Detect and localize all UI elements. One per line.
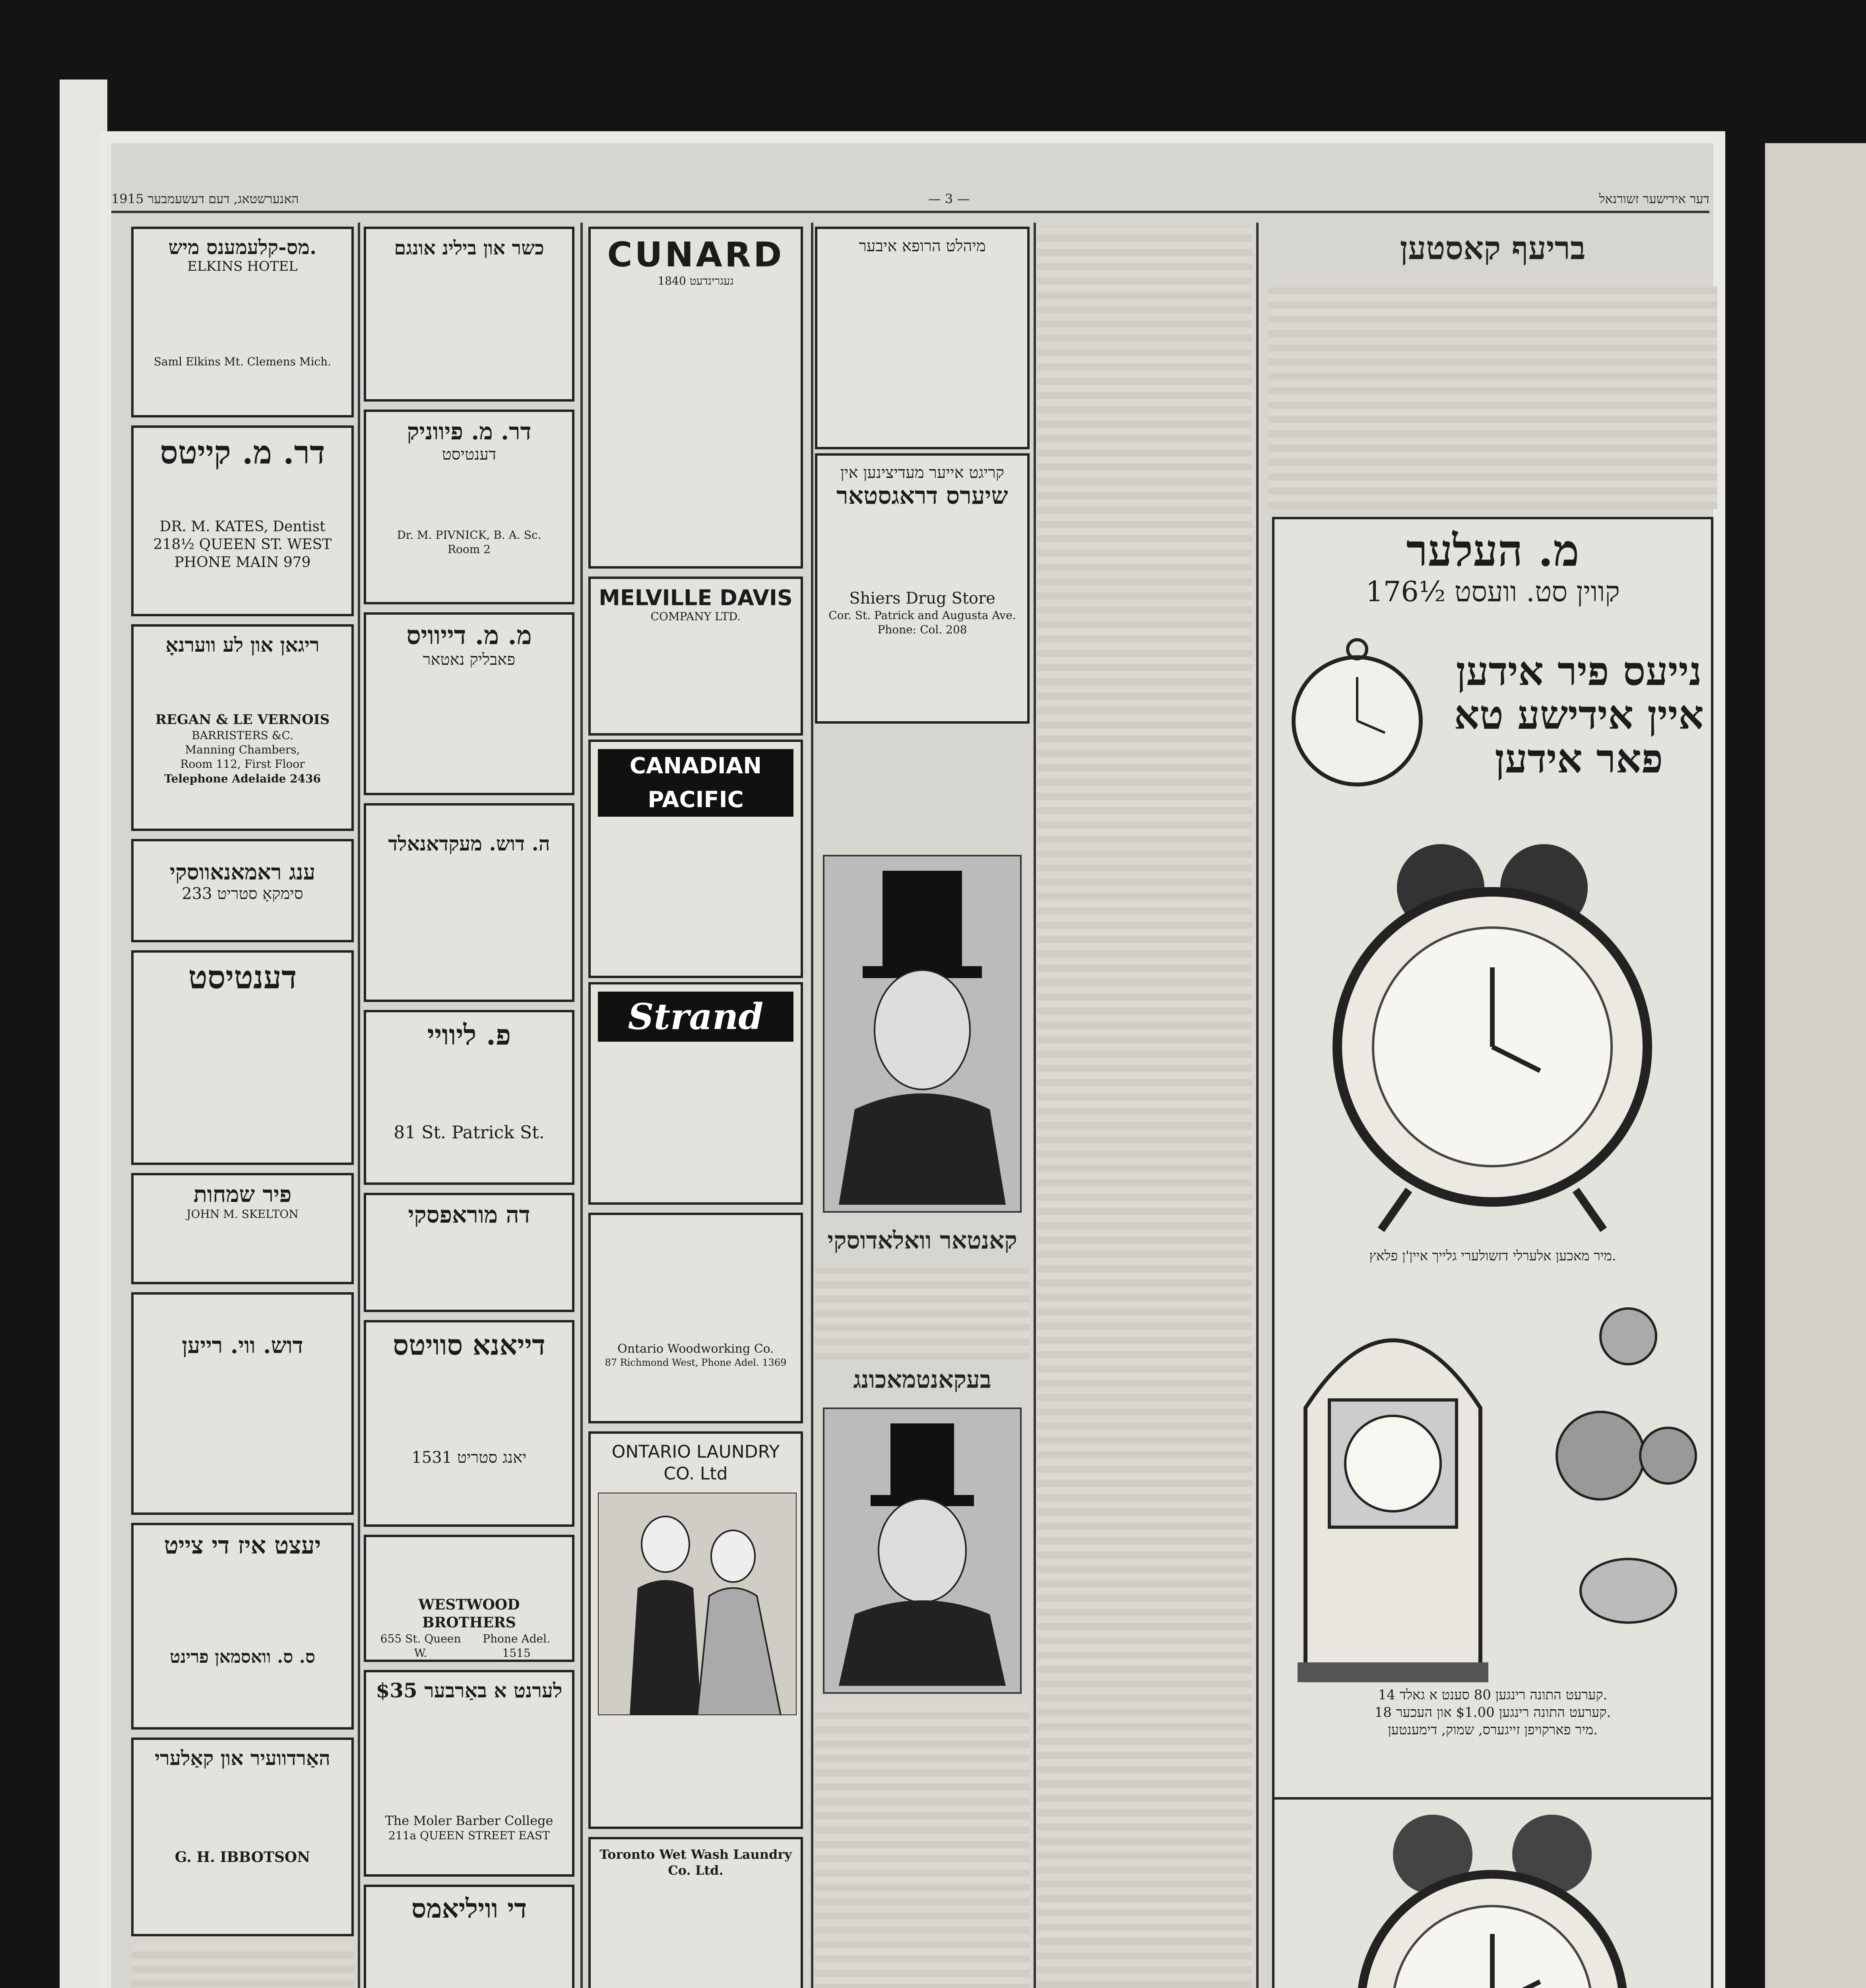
column-rule <box>1034 223 1036 1988</box>
moravsky-name: דה מוראפסקי <box>408 1201 530 1228</box>
macdonald-name: ה. דוש. מעקדאנאלד <box>388 832 550 855</box>
shiers-drugstore-ad <box>815 453 1030 724</box>
elkins-name-en: ELKINS HOTEL <box>187 258 298 274</box>
dentist-ad <box>131 950 354 1165</box>
ramanovsky-address: 233 סימקאָ סטריט <box>182 885 303 903</box>
ontario-laundry-ad <box>588 1431 803 1829</box>
cunard-line-ad <box>588 227 803 569</box>
kates-dentist-ad <box>131 425 354 616</box>
dentist-heading: דענטיסט <box>188 959 297 996</box>
slogan-line-1: נייעס פיר אידען <box>1456 647 1702 695</box>
shiers-name: שיערס דראגסטאר <box>836 482 1008 510</box>
regan-name-en: REGAN & LE VERNOIS <box>155 712 330 728</box>
hardware-heading: האַרדוועיר און קאַלערי <box>155 1746 330 1770</box>
elkins-footer: Saml Elkins Mt. Clemens Mich. <box>153 355 332 368</box>
shiers-name-en: Shiers Drug Store <box>849 589 995 608</box>
cantor-1-title: קאנטאר וואלאדוסקי <box>827 1227 1017 1254</box>
ramanovsky-ad <box>131 839 354 942</box>
shiers-address: Cor. St. Patrick and Augusta Ave. <box>828 609 1016 622</box>
strand-theatre-ad <box>588 982 803 1205</box>
kates-name-en: DR. M. KATES, Dentist <box>159 518 326 535</box>
header-masthead: דער אידישער זשורנאל <box>1599 191 1709 206</box>
barber-college: The Moler Barber College <box>385 1813 553 1828</box>
diana-address: 1531 יאנג סטריט <box>411 1448 527 1467</box>
letterbox-text <box>1268 286 1717 509</box>
pivnick-subtitle: דענטיסט <box>442 445 497 464</box>
news-article-column <box>1038 227 1252 1988</box>
top-hat-portrait-icon-2 <box>831 1415 1014 1686</box>
wet-wash-laundry-ad <box>588 1837 803 1988</box>
macdonald-ad <box>364 803 574 1002</box>
wasman-name: ס. ס. וואסמאן פרינט <box>170 1647 315 1667</box>
kates-name: דר. מ. קייטס <box>160 434 325 471</box>
subscription-list <box>131 1944 354 1988</box>
melville-logo: MELVILLE DAVIS <box>599 585 793 610</box>
pivnick-name: דר. מ. פיווניק <box>407 418 531 445</box>
elkins-heading: מס-קלעמענס מיש. <box>168 235 317 259</box>
column-rule <box>580 223 583 1988</box>
drugstore-top-ad <box>815 227 1030 449</box>
levy-ad <box>364 1010 574 1185</box>
regan-room: Room 112, First Floor <box>180 757 305 771</box>
williams-ad <box>364 1885 574 1988</box>
regan-chambers: Manning Chambers, <box>185 743 300 756</box>
regan-phone: Telephone Adelaide 2436 <box>164 772 321 785</box>
melville-subtitle: COMPANY LTD. <box>650 610 741 623</box>
shiers-phone: Phone: Col. 208 <box>877 623 967 637</box>
regan-levernois-ad <box>131 624 354 831</box>
adjacent-page-edge <box>1765 143 1866 1988</box>
page-header <box>111 187 1709 213</box>
couple-illustration-icon <box>598 1493 797 1715</box>
moler-barber-ad <box>364 1670 574 1877</box>
davis-subtitle: פאבליק נאטאר <box>423 650 516 669</box>
column-rule <box>811 223 813 1988</box>
cantor-portrait-1 <box>823 855 1022 1213</box>
williams-name: די וויליאמס <box>411 1893 527 1924</box>
heller-name: מ. העלער <box>1406 525 1579 576</box>
column-rule <box>358 223 360 1988</box>
slogan-line-2: איין אידישע טא <box>1454 691 1704 738</box>
pacific-logo: PACIFIC <box>598 783 793 817</box>
levy-address: 81 St. Patrick St. <box>394 1122 545 1143</box>
wasman-print-ad <box>131 1523 354 1730</box>
woodworking-address: 87 Richmond West, Phone Adel. 1369 <box>605 1357 787 1368</box>
ibbotson-ad <box>131 1738 354 1936</box>
diana-name: דייאנא סוויטס <box>393 1328 545 1361</box>
barber-address: 211a QUEEN STREET EAST <box>388 1829 550 1842</box>
dush-ryan-ad <box>131 1292 354 1515</box>
slogan-line-3: פאר אידען <box>1495 735 1663 782</box>
kosher-restaurant-ad <box>364 227 574 402</box>
melville-davis-ad <box>588 577 803 736</box>
food-heading: יעצט איז די צייט <box>164 1532 321 1559</box>
canadian-logo: CANADIAN <box>598 749 793 783</box>
heller-address: 176½ קווין סט. וועסט <box>1366 575 1620 608</box>
ibbotson-name: G. H. IBBOTSON <box>175 1849 310 1866</box>
canadian-pacific-ad <box>588 740 803 978</box>
price-note-1: 14 קערעט התונה רינגען 80 סענט א גאלד. <box>1378 1687 1608 1703</box>
regan-heading: ריגאן און לע ווערנאָ <box>165 633 320 656</box>
barber-heading: $35 לערנט א באַרבער <box>376 1679 563 1702</box>
moravsky-ad <box>364 1193 574 1312</box>
heller-alarm-ad <box>1272 1797 1713 1988</box>
column-rule <box>1256 223 1259 1988</box>
wet-wash-name: Toronto Wet Wash Laundry Co. Ltd. <box>599 1847 792 1878</box>
header-date: האנערשטאג, דעם דעשעמבער 1915 <box>111 191 299 206</box>
pivnick-name-en: Dr. M. PIVNICK, B. A. Sc. <box>397 528 541 542</box>
skelton-heading: פיר שמחות <box>193 1181 292 1208</box>
woodworking-name: Ontario Woodworking Co. <box>617 1342 774 1356</box>
ontario-laundry-name: ONTARIO LAUNDRY CO. Ltd <box>611 1442 780 1484</box>
westwood-brothers-ad <box>364 1535 574 1662</box>
ontario-woodworking-ad <box>588 1213 803 1423</box>
cunard-subtitle: געגרינדעט 1840 <box>658 274 734 287</box>
jewelry-pins-icon <box>1553 1289 1704 1646</box>
clock-caption: מיר מאכען אלערלי דזשולערי גלייך איין'ן פלאץ. <box>1369 1248 1616 1264</box>
mantel-clock-icon <box>1282 1289 1504 1686</box>
elkins-hotel-ad <box>131 227 354 417</box>
alarm-clock-icon <box>1282 808 1703 1246</box>
cantor-2-text <box>815 1706 1030 1988</box>
pivnick-room: Room 2 <box>447 543 491 556</box>
kates-address: 218½ QUEEN ST. WEST <box>153 536 332 553</box>
davis-name: מ. מ. דייוויס <box>406 621 532 650</box>
cunard-logo: CUNARD <box>607 235 784 275</box>
price-note-2: 18 קערעט התונה רינגען $1.00 און העכער. <box>1374 1704 1611 1720</box>
westwood-name: WESTWOOD BROTHERS <box>418 1596 520 1631</box>
drugstore-heading: מיהלט הרופא איבער <box>859 237 986 255</box>
price-note-3: מיר פארקויפן זייגערס, שמוק, דימענטען. <box>1388 1722 1598 1738</box>
westwood-address: 655 St. Queen W. <box>380 1632 461 1660</box>
skelton-name: JOHN M. SKELTON <box>186 1207 299 1221</box>
top-hat-portrait-icon <box>831 863 1014 1205</box>
shiers-heading: קריגט אייער מעדיצינען אין <box>840 464 1005 482</box>
ramanovsky-name: ענג ראמאנאווסקי <box>169 859 316 885</box>
cantor-1-text <box>815 1268 1030 1360</box>
westwood-phone: Phone Adel. 1515 <box>483 1632 551 1660</box>
cantor-2-title: בעקאנטמאכונג <box>853 1366 991 1394</box>
heller-jeweler-ad <box>1272 517 1713 1988</box>
davis-notary-ad <box>364 612 574 795</box>
kates-phone: PHONE MAIN 979 <box>174 554 311 571</box>
regan-subtitle: BARRISTERS &C. <box>192 728 293 742</box>
pivnick-dentist-ad <box>364 410 574 604</box>
strand-logo: Strand <box>598 992 793 1042</box>
cantor-portrait-2 <box>823 1408 1022 1694</box>
levy-name: פ. ליוויי <box>427 1018 511 1051</box>
skelton-ad <box>131 1173 354 1284</box>
dush-name: דוש. ווי. רייען <box>182 1332 303 1359</box>
bell-alarm-clock-icon <box>1282 1807 1703 1988</box>
header-page-number: — 3 — <box>928 191 970 206</box>
kosher-heading: כשר און בילינ אונגם <box>394 237 544 259</box>
letterbox-title: בריעף קאסטען <box>1400 229 1586 267</box>
pocket-watch-icon <box>1282 633 1433 792</box>
diana-sweets-ad <box>364 1320 574 1527</box>
